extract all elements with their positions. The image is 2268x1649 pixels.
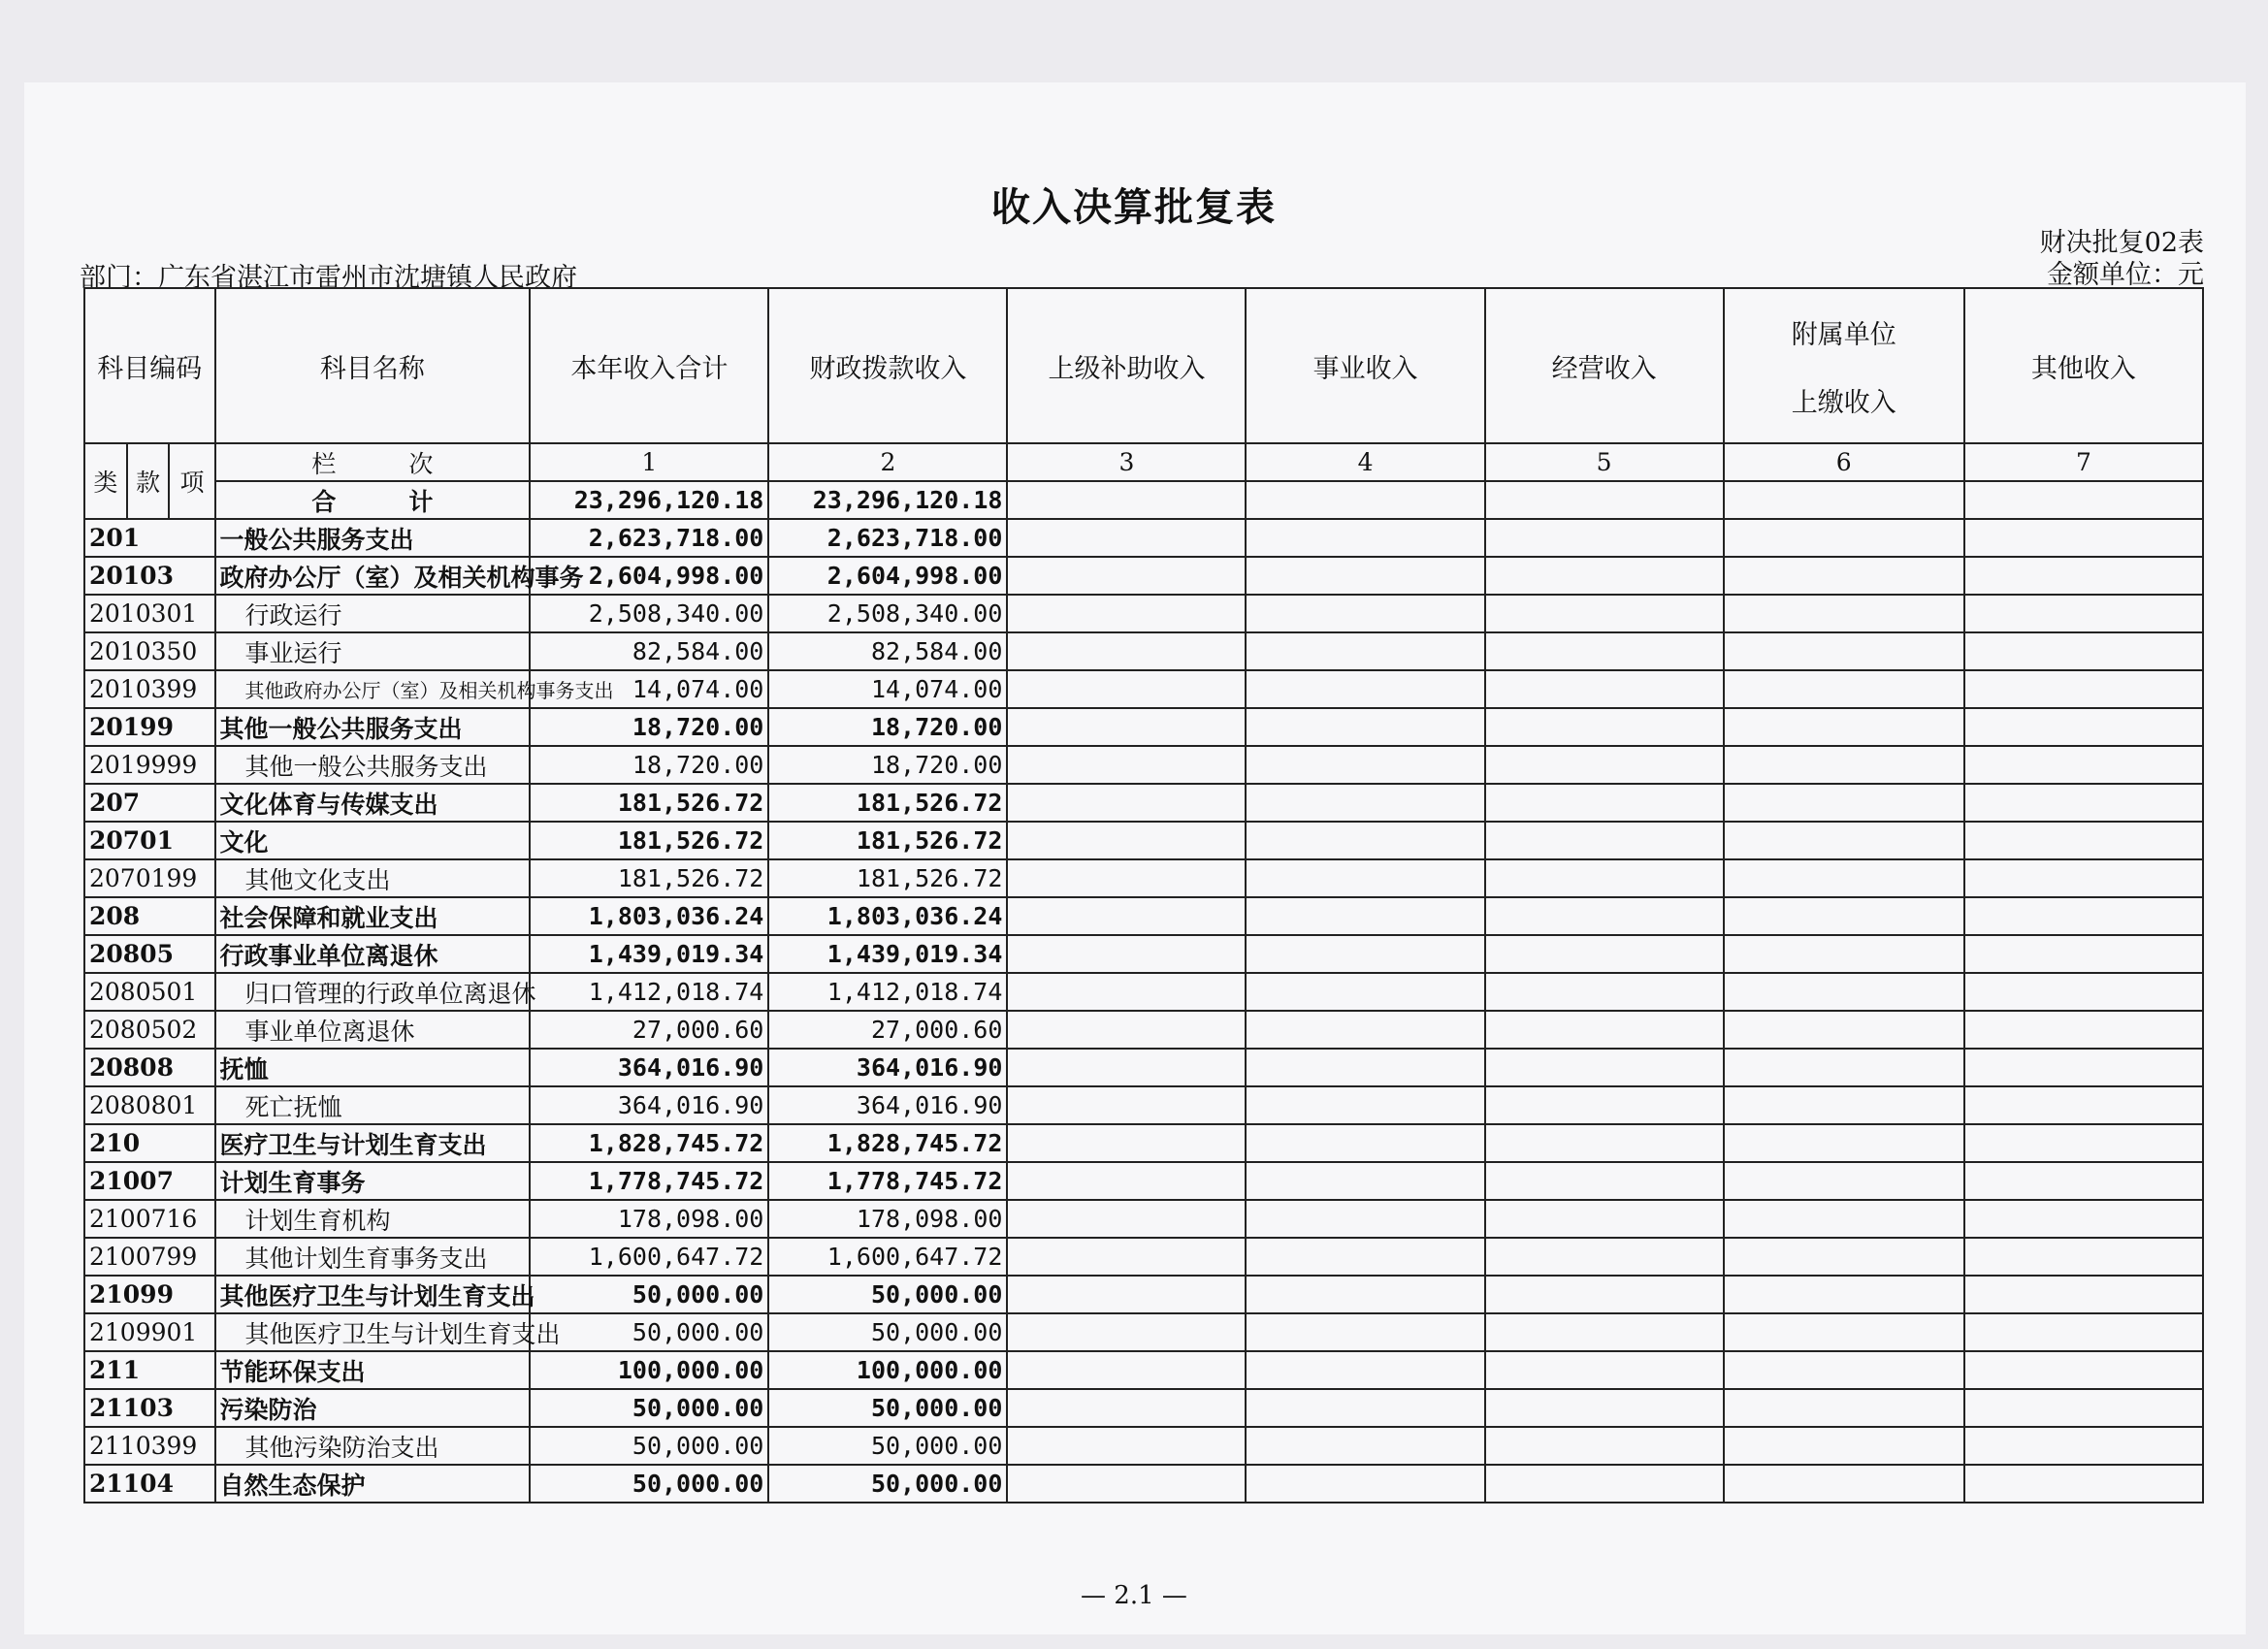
lei-label: 类 <box>84 443 127 519</box>
row-empty-cell <box>1485 1276 1724 1313</box>
col-no-7: 7 <box>1964 443 2203 481</box>
row-empty-cell <box>1007 897 1246 935</box>
row-empty-cell <box>1724 1465 1964 1503</box>
row-code: 208 <box>84 897 215 935</box>
row-name: 抚恤 <box>215 1049 531 1086</box>
row-empty-cell <box>1246 632 1484 670</box>
table-row <box>84 784 2203 822</box>
col-no-5: 5 <box>1485 443 1724 481</box>
row-code: 2080501 <box>84 973 215 1011</box>
row-empty-cell <box>1007 1427 1246 1465</box>
row-fiscal: 50,000.00 <box>768 1276 1007 1313</box>
row-fiscal: 364,016.90 <box>768 1086 1007 1124</box>
table-row <box>84 519 2203 557</box>
header-other: 其他收入 <box>1964 288 2203 443</box>
header-affiliate <box>1724 288 1964 443</box>
row-empty-cell <box>1485 708 1724 746</box>
row-code: 2110399 <box>84 1427 215 1465</box>
row-code: 20199 <box>84 708 215 746</box>
row-empty-cell <box>1724 859 1964 897</box>
row-empty-cell <box>1964 746 2203 784</box>
row-name: 其他污染防治支出 <box>215 1427 531 1465</box>
row-code: 2080502 <box>84 1011 215 1049</box>
row-empty-cell <box>1964 1200 2203 1238</box>
row-empty-cell <box>1724 935 1964 973</box>
row-code: 2019999 <box>84 746 215 784</box>
table-row <box>84 746 2203 784</box>
row-empty-cell <box>1246 1389 1484 1427</box>
income-table <box>83 287 2204 1504</box>
row-name: 死亡抚恤 <box>215 1086 531 1124</box>
row-empty-cell <box>1007 1124 1246 1162</box>
row-empty-cell <box>1964 859 2203 897</box>
row-empty-cell <box>1485 822 1724 859</box>
row-empty-cell <box>1485 746 1724 784</box>
row-empty-cell <box>1246 822 1484 859</box>
row-empty-cell <box>1246 1086 1484 1124</box>
row-empty-cell <box>1485 1238 1724 1276</box>
row-code: 2100799 <box>84 1238 215 1276</box>
row-name: 自然生态保护 <box>215 1465 531 1503</box>
total-label: 合 计 <box>215 481 531 519</box>
row-empty-cell <box>1007 1465 1246 1503</box>
row-empty-cell <box>1485 1313 1724 1351</box>
table-row <box>84 1011 2203 1049</box>
row-empty-cell <box>1246 595 1484 632</box>
row-empty-cell <box>1485 973 1724 1011</box>
table-row <box>84 1086 2203 1124</box>
row-empty-cell <box>1246 557 1484 595</box>
row-code: 201 <box>84 519 215 557</box>
header-business: 事业收入 <box>1246 288 1484 443</box>
row-empty-cell <box>1724 1011 1964 1049</box>
row-code: 207 <box>84 784 215 822</box>
row-fiscal: 2,623,718.00 <box>768 519 1007 557</box>
row-code: 2010399 <box>84 670 215 708</box>
row-empty-cell <box>1007 859 1246 897</box>
row-total: 364,016.90 <box>530 1049 768 1086</box>
row-total: 181,526.72 <box>530 822 768 859</box>
row-total: 50,000.00 <box>530 1389 768 1427</box>
row-empty-cell <box>1246 1162 1484 1200</box>
row-total: 1,412,018.74 <box>530 973 768 1011</box>
row-name: 其他文化支出 <box>215 859 531 897</box>
row-empty-cell <box>1964 557 2203 595</box>
row-empty-cell <box>1964 784 2203 822</box>
row-empty-cell <box>1246 1465 1484 1503</box>
table-row <box>84 708 2203 746</box>
row-code: 21007 <box>84 1162 215 1200</box>
row-empty-cell <box>1724 519 1964 557</box>
row-empty-cell <box>1246 897 1484 935</box>
row-empty-cell <box>1246 1276 1484 1313</box>
row-empty-cell <box>1964 1238 2203 1276</box>
row-fiscal: 50,000.00 <box>768 1389 1007 1427</box>
row-total: 82,584.00 <box>530 632 768 670</box>
row-code: 2010350 <box>84 632 215 670</box>
row-empty-cell <box>1485 897 1724 935</box>
row-empty-cell <box>1246 1011 1484 1049</box>
header-row <box>84 288 2203 443</box>
row-fiscal: 1,803,036.24 <box>768 897 1007 935</box>
row-empty-cell <box>1485 1389 1724 1427</box>
row-empty-cell <box>1246 519 1484 557</box>
row-empty-cell <box>1007 632 1246 670</box>
row-empty-cell <box>1724 1238 1964 1276</box>
row-code: 21103 <box>84 1389 215 1427</box>
row-fiscal: 50,000.00 <box>768 1427 1007 1465</box>
row-empty-cell <box>1007 822 1246 859</box>
row-empty-cell <box>1964 708 2203 746</box>
table-row <box>84 935 2203 973</box>
row-empty-cell <box>1724 1276 1964 1313</box>
row-total: 18,720.00 <box>530 746 768 784</box>
row-total: 1,439,019.34 <box>530 935 768 973</box>
row-empty-cell <box>1724 1049 1964 1086</box>
total-row <box>84 481 2203 519</box>
row-name: 其他医疗卫生与计划生育支出 <box>215 1313 531 1351</box>
row-name: 事业单位离退休 <box>215 1011 531 1049</box>
row-name: 节能环保支出 <box>215 1351 531 1389</box>
row-empty-cell <box>1007 1049 1246 1086</box>
row-empty-cell <box>1007 670 1246 708</box>
row-code: 20103 <box>84 557 215 595</box>
column-number-label: 栏 次 <box>215 443 531 481</box>
row-empty-cell <box>1246 1049 1484 1086</box>
department-label: 部门：广东省湛江市雷州市沈塘镇人民政府 <box>80 263 577 293</box>
row-empty-cell <box>1724 1162 1964 1200</box>
row-empty-cell <box>1246 746 1484 784</box>
row-total: 18,720.00 <box>530 708 768 746</box>
row-name: 事业运行 <box>215 632 531 670</box>
header-affiliate-line1: 附属单位 <box>1791 319 1896 350</box>
col-no-3: 3 <box>1007 443 1246 481</box>
row-empty-cell <box>1007 746 1246 784</box>
row-empty-cell <box>1724 632 1964 670</box>
row-total: 100,000.00 <box>530 1351 768 1389</box>
row-empty-cell <box>1007 557 1246 595</box>
row-total: 1,828,745.72 <box>530 1124 768 1162</box>
row-empty-cell <box>1007 1389 1246 1427</box>
report-title: 收入决算批复表 <box>991 184 1277 230</box>
row-empty-cell <box>1246 935 1484 973</box>
row-name: 文化 <box>215 822 531 859</box>
xiang-label: 项 <box>169 443 214 519</box>
row-name: 政府办公厅（室）及相关机构事务 <box>215 557 531 595</box>
row-empty-cell <box>1485 1086 1724 1124</box>
row-empty-cell <box>1724 1427 1964 1465</box>
row-empty-cell <box>1964 1124 2203 1162</box>
row-fiscal: 2,508,340.00 <box>768 595 1007 632</box>
row-name: 一般公共服务支出 <box>215 519 531 557</box>
page-number: — 2.1 — <box>1081 1581 1187 1610</box>
table-row <box>84 1200 2203 1238</box>
row-empty-cell <box>1007 519 1246 557</box>
row-empty-cell <box>1724 1200 1964 1238</box>
row-empty-cell <box>1724 1313 1964 1351</box>
row-empty-cell <box>1485 1465 1724 1503</box>
row-empty-cell <box>1246 859 1484 897</box>
row-empty-cell <box>1007 784 1246 822</box>
row-empty-cell <box>1246 973 1484 1011</box>
row-name: 污染防治 <box>215 1389 531 1427</box>
row-empty-cell <box>1246 1200 1484 1238</box>
row-empty-cell <box>1485 670 1724 708</box>
total-amount: 23,296,120.18 <box>530 481 768 519</box>
row-total: 2,508,340.00 <box>530 595 768 632</box>
row-empty-cell <box>1246 670 1484 708</box>
row-total: 50,000.00 <box>530 1427 768 1465</box>
row-fiscal: 82,584.00 <box>768 632 1007 670</box>
row-empty-cell <box>1485 1162 1724 1200</box>
row-name: 其他计划生育事务支出 <box>215 1238 531 1276</box>
row-total: 181,526.72 <box>530 784 768 822</box>
row-empty-cell <box>1964 897 2203 935</box>
row-empty-cell <box>1246 1124 1484 1162</box>
row-empty-cell <box>1246 708 1484 746</box>
row-empty-cell <box>1246 784 1484 822</box>
row-empty-cell <box>1964 1389 2203 1427</box>
row-total: 14,074.00 <box>530 670 768 708</box>
row-code: 2080801 <box>84 1086 215 1124</box>
row-empty-cell <box>1007 595 1246 632</box>
table-row <box>84 822 2203 859</box>
row-empty-cell <box>1246 1313 1484 1351</box>
row-empty-cell <box>1007 1276 1246 1313</box>
row-total: 50,000.00 <box>530 1465 768 1503</box>
row-empty-cell <box>1007 1086 1246 1124</box>
row-empty-cell <box>1964 1086 2203 1124</box>
row-empty-cell <box>1485 557 1724 595</box>
row-total: 1,778,745.72 <box>530 1162 768 1200</box>
amount-unit: 金额单位：元 <box>2047 260 2204 290</box>
row-code: 2010301 <box>84 595 215 632</box>
row-empty-cell <box>1964 1465 2203 1503</box>
table-row <box>84 1162 2203 1200</box>
row-empty-cell <box>1724 670 1964 708</box>
row-empty-cell <box>1007 1200 1246 1238</box>
header-operation: 经营收入 <box>1485 288 1724 443</box>
table-row <box>84 973 2203 1011</box>
row-empty-cell <box>1964 1011 2203 1049</box>
row-fiscal: 14,074.00 <box>768 670 1007 708</box>
col-no-1: 1 <box>530 443 768 481</box>
col-no-6: 6 <box>1724 443 1964 481</box>
row-fiscal: 1,439,019.34 <box>768 935 1007 973</box>
row-fiscal: 1,778,745.72 <box>768 1162 1007 1200</box>
row-code: 2109901 <box>84 1313 215 1351</box>
row-fiscal: 18,720.00 <box>768 708 1007 746</box>
row-name: 其他一般公共服务支出 <box>215 746 531 784</box>
row-empty-cell <box>1724 595 1964 632</box>
table-row <box>84 1124 2203 1162</box>
row-empty-cell <box>1485 935 1724 973</box>
row-name: 归口管理的行政单位离退休 <box>215 973 531 1011</box>
row-fiscal: 50,000.00 <box>768 1313 1007 1351</box>
row-empty-cell <box>1485 1011 1724 1049</box>
row-empty-cell <box>1724 1086 1964 1124</box>
row-total: 50,000.00 <box>530 1276 768 1313</box>
row-empty-cell <box>1485 1124 1724 1162</box>
row-empty-cell <box>1007 973 1246 1011</box>
row-empty-cell <box>1964 822 2203 859</box>
row-code: 21104 <box>84 1465 215 1503</box>
row-empty-cell <box>1246 1351 1484 1389</box>
row-code: 211 <box>84 1351 215 1389</box>
row-empty-cell <box>1724 1351 1964 1389</box>
row-empty-cell <box>1485 1351 1724 1389</box>
row-empty-cell <box>1964 1427 2203 1465</box>
row-fiscal: 178,098.00 <box>768 1200 1007 1238</box>
row-fiscal: 364,016.90 <box>768 1049 1007 1086</box>
row-empty-cell <box>1485 519 1724 557</box>
row-empty-cell <box>1964 973 2203 1011</box>
kuan-label: 款 <box>127 443 170 519</box>
row-code: 21099 <box>84 1276 215 1313</box>
row-empty-cell <box>1724 897 1964 935</box>
row-empty-cell <box>1724 1389 1964 1427</box>
row-total: 2,604,998.00 <box>530 557 768 595</box>
table-row <box>84 670 2203 708</box>
table-row <box>84 557 2203 595</box>
table-row <box>84 859 2203 897</box>
row-name: 其他医疗卫生与计划生育支出 <box>215 1276 531 1313</box>
row-fiscal: 181,526.72 <box>768 784 1007 822</box>
row-total: 1,600,647.72 <box>530 1238 768 1276</box>
header-subsidy: 上级补助收入 <box>1007 288 1246 443</box>
header-fiscal: 财政拨款收入 <box>768 288 1007 443</box>
row-fiscal: 1,828,745.72 <box>768 1124 1007 1162</box>
row-name: 社会保障和就业支出 <box>215 897 531 935</box>
row-empty-cell <box>1724 1124 1964 1162</box>
row-empty-cell <box>1964 1049 2203 1086</box>
row-empty-cell <box>1246 1238 1484 1276</box>
row-empty-cell <box>1724 784 1964 822</box>
row-empty-cell <box>1007 1011 1246 1049</box>
table-row <box>84 1238 2203 1276</box>
col-no-2: 2 <box>768 443 1007 481</box>
row-empty-cell <box>1485 632 1724 670</box>
row-fiscal: 181,526.72 <box>768 859 1007 897</box>
row-name: 医疗卫生与计划生育支出 <box>215 1124 531 1162</box>
row-code: 210 <box>84 1124 215 1162</box>
col-no-4: 4 <box>1246 443 1484 481</box>
row-name: 文化体育与传媒支出 <box>215 784 531 822</box>
row-total: 2,623,718.00 <box>530 519 768 557</box>
table-row <box>84 1313 2203 1351</box>
table-row <box>84 595 2203 632</box>
row-name: 行政事业单位离退休 <box>215 935 531 973</box>
table-row <box>84 1276 2203 1313</box>
header-affiliate-line2: 上缴收入 <box>1791 387 1896 418</box>
row-empty-cell <box>1485 859 1724 897</box>
row-total: 50,000.00 <box>530 1313 768 1351</box>
row-empty-cell <box>1007 1238 1246 1276</box>
row-total: 27,000.60 <box>530 1011 768 1049</box>
table-row <box>84 1427 2203 1465</box>
table-row <box>84 1389 2203 1427</box>
row-total: 178,098.00 <box>530 1200 768 1238</box>
header-total: 本年收入合计 <box>530 288 768 443</box>
table-row <box>84 897 2203 935</box>
row-fiscal: 2,604,998.00 <box>768 557 1007 595</box>
row-total: 1,803,036.24 <box>530 897 768 935</box>
row-fiscal: 27,000.60 <box>768 1011 1007 1049</box>
row-fiscal: 1,412,018.74 <box>768 973 1007 1011</box>
row-code: 20805 <box>84 935 215 973</box>
row-total: 181,526.72 <box>530 859 768 897</box>
row-empty-cell <box>1485 784 1724 822</box>
row-name: 行政运行 <box>215 595 531 632</box>
row-empty-cell <box>1964 632 2203 670</box>
row-empty-cell <box>1964 519 2203 557</box>
row-empty-cell <box>1485 1049 1724 1086</box>
row-empty-cell <box>1964 1162 2203 1200</box>
row-code: 2100716 <box>84 1200 215 1238</box>
row-empty-cell <box>1485 1200 1724 1238</box>
row-code: 2070199 <box>84 859 215 897</box>
header-code: 科目编码 <box>84 288 215 443</box>
row-empty-cell <box>1485 1427 1724 1465</box>
row-empty-cell <box>1964 1276 2203 1313</box>
row-fiscal: 100,000.00 <box>768 1351 1007 1389</box>
row-code: 20701 <box>84 822 215 859</box>
row-fiscal: 50,000.00 <box>768 1465 1007 1503</box>
row-fiscal: 181,526.72 <box>768 822 1007 859</box>
row-empty-cell <box>1007 935 1246 973</box>
row-empty-cell <box>1964 935 2203 973</box>
row-fiscal: 18,720.00 <box>768 746 1007 784</box>
row-empty-cell <box>1485 595 1724 632</box>
row-empty-cell <box>1007 1162 1246 1200</box>
row-empty-cell <box>1964 595 2203 632</box>
row-empty-cell <box>1007 708 1246 746</box>
row-empty-cell <box>1724 746 1964 784</box>
row-name: 其他政府办公厅（室）及相关机构事务支出 <box>215 670 531 708</box>
row-empty-cell <box>1964 670 2203 708</box>
table-row <box>84 1049 2203 1086</box>
row-name: 其他一般公共服务支出 <box>215 708 531 746</box>
row-name: 计划生育事务 <box>215 1162 531 1200</box>
header-name: 科目名称 <box>215 288 531 443</box>
table-row <box>84 1351 2203 1389</box>
row-name: 计划生育机构 <box>215 1200 531 1238</box>
table-row <box>84 632 2203 670</box>
row-empty-cell <box>1007 1351 1246 1389</box>
form-number: 财决批复02表 <box>2039 228 2204 258</box>
row-empty-cell <box>1246 1427 1484 1465</box>
row-empty-cell <box>1964 1351 2203 1389</box>
row-code: 20808 <box>84 1049 215 1086</box>
row-empty-cell <box>1724 708 1964 746</box>
row-empty-cell <box>1007 1313 1246 1351</box>
row-empty-cell <box>1724 973 1964 1011</box>
total-fiscal: 23,296,120.18 <box>768 481 1007 519</box>
row-empty-cell <box>1964 1313 2203 1351</box>
column-number-row <box>84 443 2203 481</box>
table-row <box>84 1465 2203 1503</box>
row-empty-cell <box>1724 557 1964 595</box>
row-empty-cell <box>1724 822 1964 859</box>
row-fiscal: 1,600,647.72 <box>768 1238 1007 1276</box>
row-total: 364,016.90 <box>530 1086 768 1124</box>
